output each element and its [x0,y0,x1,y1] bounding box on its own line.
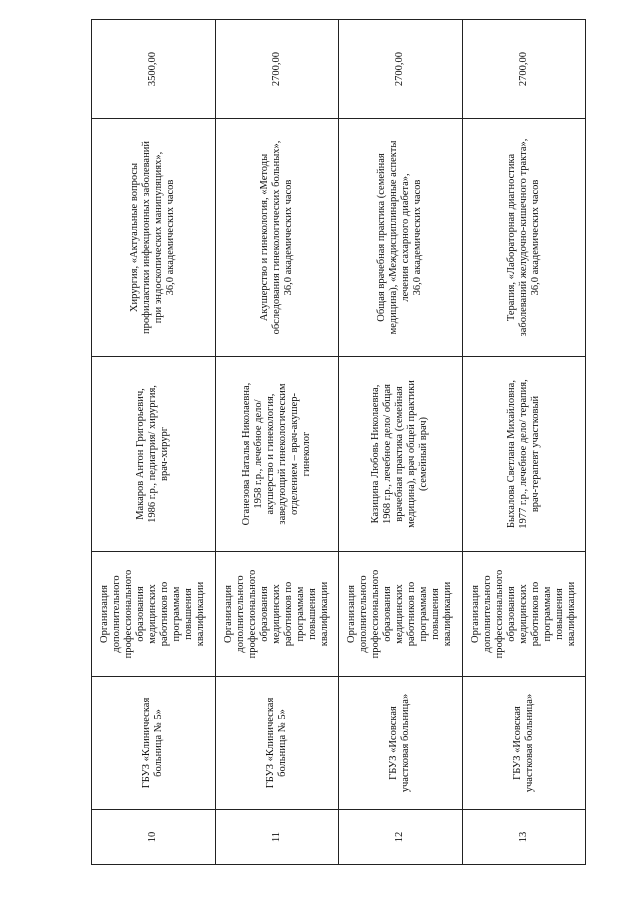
activity-type-cell: Организация дополнительного профессионального образования медицинских работников по программам повышения квалификации [92,552,216,677]
supervisor-cell: Казицина Любовь Николаевна, 1968 г.р., лечебное дело/ общая врачебная практика (семейная медицина), врач общей практики (семейный врач) [339,357,463,552]
row-number-cell: 10 [92,810,216,865]
organization-cell: ГБУЗ «Исовская участковая больница» [462,677,586,810]
table-row [462,20,586,865]
row-number-cell: 13 [462,810,586,865]
organization-cell: ГБУЗ «Клиническая больница № 5» [215,677,339,810]
table-row [215,20,339,865]
table-row [339,20,463,865]
program-cell: Общая врачебная практика (семейная медицина), «Междисциплинарные аспекты лечения сахарного диабета», 36,0 академических часов [339,119,463,357]
price-cell: 3500,00 [92,20,216,119]
price-cell: 2700,00 [215,20,339,119]
activity-type-cell: Организация дополнительного профессионального образования медицинских работников по программам повышения квалификации [462,552,586,677]
activity-type-cell: Организация дополнительного профессионального образования медицинских работников по программам повышения квалификации [215,552,339,677]
rotated-table-wrapper [91,20,586,865]
program-cell: Хирургия, «Актуальные вопросы профилактики инфекционных заболеваний при эндоскопических манипуляциях», 36,0 академических часов [92,119,216,357]
program-cell: Терапия, «Лабораторная диагностика заболеваний желудочно-кишечного тракта», 36,0 академических часов [462,119,586,357]
program-cell: Акушерство и гинекология, «Методы обследования гинекологических больных», 36,0 академических часов [215,119,339,357]
supervisor-cell: Макаров Антон Григорьевич, 1986 г.р., педиатрия/ хирургия, врач-хирург [92,357,216,552]
activity-type-cell: Организация дополнительного профессионального образования медицинских работников по программам повышения квалификации [339,552,463,677]
price-cell: 2700,00 [339,20,463,119]
supervisor-cell: Быхалова Светлана Михайловна, 1977 г.р., лечебное дело/ терапия, врач-терапевт участковый [462,357,586,552]
table-row [92,20,216,865]
row-number-cell: 11 [215,810,339,865]
price-cell: 2700,00 [462,20,586,119]
row-number-cell: 12 [339,810,463,865]
organization-cell: ГБУЗ «Исовская участковая больница» [339,677,463,810]
training-programs-table [91,19,586,865]
organization-cell: ГБУЗ «Клиническая больница № 5» [92,677,216,810]
supervisor-cell: Оганезова Наталья Николаевна, 1958 г.р., лечебное дело/ акушерство и гинекология, заведующий гинекологическим отделением – врач-акушер- гинеколог [215,357,339,552]
